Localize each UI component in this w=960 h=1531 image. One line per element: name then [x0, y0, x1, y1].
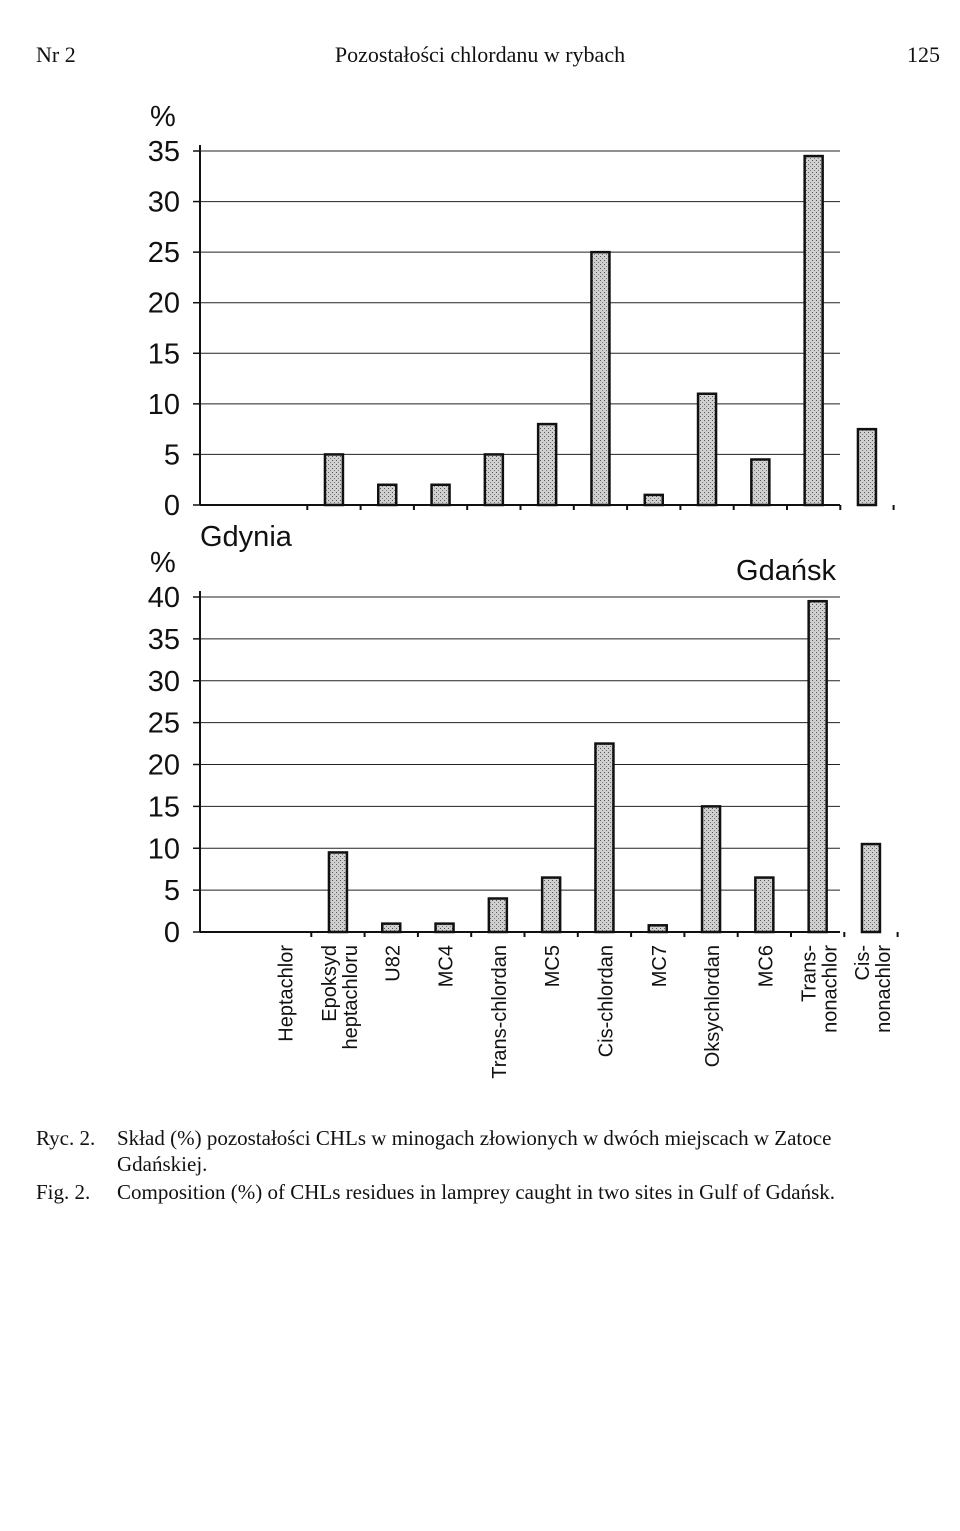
y-axis-unit-label: %: [150, 101, 176, 133]
y-tick-label: 30: [147, 665, 180, 698]
y-tick-label: 10: [147, 833, 180, 866]
bar: [378, 485, 396, 505]
bar: [649, 925, 667, 932]
y-tick-label: 0: [163, 917, 180, 949]
x-tick-label: [799, 945, 842, 1033]
y-tick-label: 25: [147, 707, 180, 740]
bar: [325, 454, 343, 505]
x-tick-label: [649, 945, 671, 987]
caption-ryc-text-line2: Gdańskiej.: [117, 1152, 208, 1176]
bar: [595, 744, 613, 932]
x-tick-label: [595, 945, 617, 1057]
x-tick-label-line: Heptachlor: [275, 945, 298, 1042]
x-tick-label: [382, 945, 404, 982]
bar: [485, 454, 503, 505]
x-tick-label-line: MC6: [755, 945, 778, 988]
bar: [382, 924, 400, 932]
bar: [436, 924, 454, 932]
y-tick-label: 5: [163, 875, 180, 908]
bar: [489, 899, 507, 933]
bar: [329, 852, 347, 932]
x-tick-label: [852, 945, 895, 1033]
bar: [858, 429, 876, 505]
chart-gdynia: [148, 101, 894, 553]
header-left: Nr 2: [36, 42, 76, 67]
x-tick-label-line: Oksychlordan: [702, 945, 725, 1068]
bar: [538, 424, 556, 505]
x-tick-label-line: U82: [382, 945, 405, 982]
header-title: Pozostałości chlordanu w rybach: [334, 42, 626, 67]
y-axis-unit-label: %: [150, 547, 176, 579]
x-tick-label-line: nonachlor: [872, 945, 895, 1033]
y-tick-label: 15: [147, 338, 180, 371]
x-axis-labels: [276, 945, 895, 1079]
y-tick-label: 20: [147, 287, 180, 320]
page-number: 125: [907, 42, 940, 67]
x-tick-label: [436, 945, 458, 987]
x-tick-label: [542, 945, 564, 987]
bar: [591, 252, 609, 505]
x-tick-label: [276, 945, 298, 1042]
location-label: Gdańsk: [736, 555, 836, 587]
chart-gdansk: [148, 547, 898, 949]
y-tick-label: 5: [163, 439, 180, 472]
y-tick-label: 10: [147, 388, 180, 421]
caption-fig-text: Composition (%) of CHLs residues in lamprey caught in two sites in Gulf of Gdańsk.: [117, 1180, 835, 1204]
caption-ryc-text: Skład (%) pozostałości CHLs w minogach złowionych w dwóch miejscach w Zatoce: [117, 1126, 832, 1150]
y-tick-label: 40: [147, 582, 180, 614]
bar: [755, 878, 773, 932]
y-tick-label: 35: [147, 136, 180, 168]
x-tick-label-line: Trans-: [798, 945, 821, 1003]
x-tick-label: [702, 945, 724, 1067]
x-tick-label-line: Epoksyd: [318, 945, 341, 1022]
y-tick-label: 25: [147, 237, 180, 270]
caption-fig-label: Fig. 2.: [36, 1180, 91, 1204]
y-tick-label: 0: [163, 490, 180, 522]
bar: [862, 844, 880, 932]
y-tick-label: 35: [147, 623, 180, 656]
bar: [809, 601, 827, 932]
x-tick-label-line: Cis-chlordan: [595, 945, 618, 1058]
x-tick-label: [489, 945, 511, 1079]
bar: [698, 394, 716, 505]
y-tick-label: 15: [147, 791, 180, 824]
bar: [751, 459, 769, 505]
x-tick-label: [755, 945, 777, 987]
y-tick-label: 20: [147, 749, 180, 782]
bar: [542, 878, 560, 932]
bar: [432, 485, 450, 505]
caption-ryc-label: Ryc. 2.: [36, 1126, 96, 1150]
x-tick-label-line: MC5: [542, 945, 565, 988]
x-tick-label-line: Trans-chlordan: [488, 945, 511, 1079]
x-tick-label-line: MC4: [435, 945, 458, 988]
x-tick-label-line: heptachloru: [339, 945, 362, 1050]
x-tick-label-line: nonachlor: [819, 945, 842, 1033]
x-tick-label: [319, 945, 362, 1050]
x-tick-label-line: Cis-: [851, 945, 874, 981]
bar: [805, 156, 823, 505]
location-label: Gdynia: [200, 521, 292, 553]
bar: [645, 495, 663, 505]
y-tick-label: 30: [147, 186, 180, 219]
bar: [702, 806, 720, 932]
x-tick-label-line: MC7: [648, 945, 671, 988]
